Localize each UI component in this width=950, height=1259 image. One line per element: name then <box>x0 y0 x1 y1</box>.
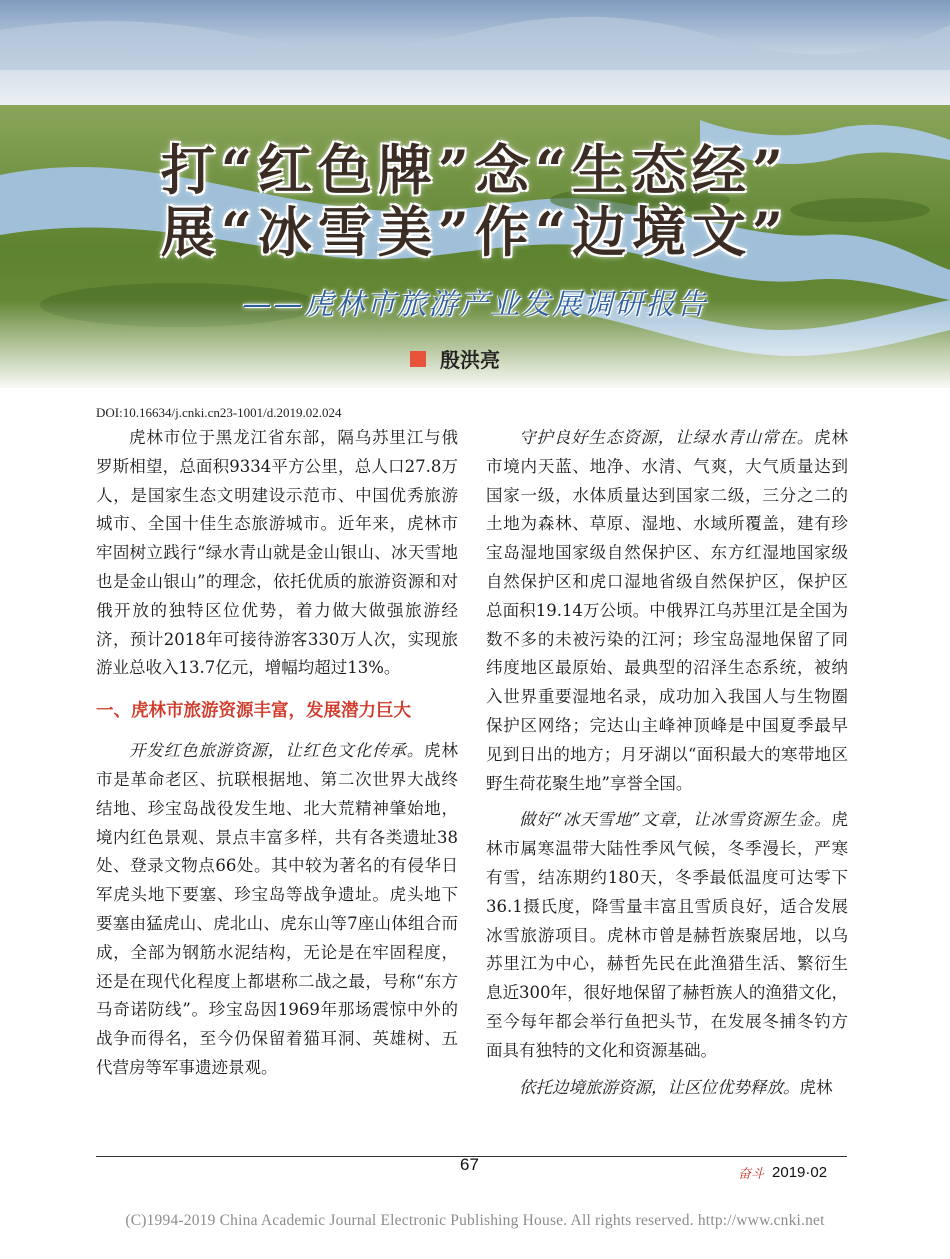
paragraph-ice-snow <box>486 806 848 1065</box>
header-banner-image <box>0 0 950 388</box>
paragraph-ecology <box>486 424 848 798</box>
doi-line: DOI:10.16634/j.cnki.cn23-1001/d.2019.02.024 <box>96 405 342 420</box>
paragraph-text: 虎林市属寒温带大陆性季风气候，冬季漫长，严寒有雪，结冻期约180天，冬季最低温度可达零下36.1摄氏度，降雪量丰富且雪质良好，适合发展冰雪旅游项目。虎林市曾是赫哲族聚居地，以乌苏里江为中心，赫哲先民在此渔猎生活、繁衍生息近300年，很好地保留了赫哲族人的渔猎文化，至今每年都会举行鱼把头节，在发展冬捕冬钓方面具有独特的文化和资源基础。 <box>486 810 848 1060</box>
section-heading: 一、虎林市旅游资源丰富，发展潜力巨大 <box>96 701 411 722</box>
paragraph-text: 虎林 <box>799 1077 833 1097</box>
page-number: 67 <box>460 1155 479 1174</box>
paragraph-text: 虎林市境内天蓝、地净、水清、气爽，大气质量达到国家一级，水体质量达到国家二级，三分之二的土地为森林、草原、湿地、水域所覆盖，建有珍宝岛湿地国家级自然保护区、东方红湿地国家级自然保护区和虎口湿地省级自然保护区，保护区总面积19.14万公顷。中俄界江乌苏里江是全国为数不多的未被污染的江河；珍宝岛湿地保留了同纬度地区最原始、最典型的沼泽生态系统，被纳入世界重要湿地名录，成功加入我国人与生物圈保护区网络；完达山主峰神顶峰是中国夏季最早见到日出的地方；月牙湖以“面积最大的寒带地区野生荷花聚生地”享誉全国。 <box>486 428 849 793</box>
paragraph-red-tourism <box>96 737 458 1083</box>
author-name: 殷洪亮 <box>440 348 500 372</box>
paragraph-lead: 开发红色旅游资源，让红色文化传承。 <box>129 741 425 761</box>
paragraph-lead: 依托边境旅游资源，让区位优势释放。 <box>519 1077 800 1097</box>
right-column <box>486 424 848 1102</box>
paragraph-border-tourism <box>486 1074 848 1103</box>
journal-logo: 奋斗 <box>738 1167 765 1182</box>
article-subtitle: ——虎林市旅游产业发展调研报告 <box>242 287 708 321</box>
journal-issue <box>738 1163 827 1182</box>
cnki-copyright-notice: (C)1994-2019 China Academic Journal Electronic Publishing House. All rights reserved. http://www.cnki.net <box>125 1212 825 1229</box>
paragraph-lead: 守护良好生态资源，让绿水青山常在。 <box>519 428 815 447</box>
article-title-line-1: 打“红色牌”念“生态经” <box>160 138 790 202</box>
paragraph-text: 虎林市是革命老区、抗联根据地、第二次世界大战终结地、珍宝岛战役发生地、北大荒精神肇始地，境内红色景观、景点丰富多样，共有各类遗址38处、登录文物点66处。其中较为著名的有侵华日军虎头地下要塞、珍宝岛等战争遗址。虎头地下要塞由猛虎山、虎北山、虎东山等7座山体组合而成，全部为钢筋水泥结构，无论是在牢固程度，还是在现代化程度上都堪称二战之最，号称“东方马奇诺防线”。珍宝岛因1969年那场震惊中外的战争而得名，至今仍保留着猫耳洞、英雄树、五代营房等军事遗迹景观。 <box>96 741 459 1077</box>
red-square-marker-icon <box>410 351 426 367</box>
issue-number: 2019·02 <box>772 1164 828 1181</box>
author-byline <box>410 344 500 373</box>
article-title-line-2: 展“冰雪美”作“边境文” <box>160 200 790 264</box>
intro-paragraph: 虎林市位于黑龙江省东部，隔乌苏里江与俄罗斯相望，总面积9334平方公里，总人口27.8万人，是国家生态文明建设示范市、中国优秀旅游城市、全国十佳生态旅游城市。近年来，虎林市牢固树立践行“绿水青山就是金山银山、冰天雪地也是金山银山”的理念，依托优质的旅游资源和对俄开放的独特区位优势，着力做大做强旅游经济，预计2018年可接待游客330万人次，实现旅游业总收入13.7亿元，增幅均超过13%。 <box>96 428 458 678</box>
left-column <box>96 424 458 1083</box>
paragraph-lead: 做好“冰天雪地”文章，让冰雪资源生金。 <box>519 810 832 830</box>
